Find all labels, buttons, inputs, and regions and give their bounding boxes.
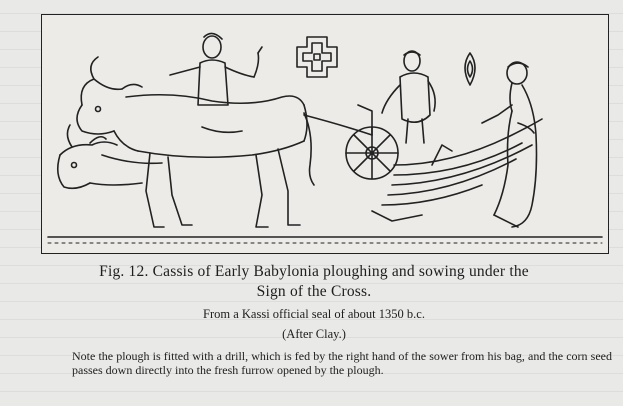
lozenge-symbol bbox=[465, 53, 475, 85]
front-ox bbox=[77, 57, 314, 227]
attribution-line: (After Clay.) bbox=[282, 327, 346, 341]
source-line: From a Kassi official seal of about 1350 b.c. bbox=[203, 307, 425, 321]
ground-line bbox=[48, 237, 602, 243]
figure-caption-continued: Sign of the Cross. bbox=[256, 283, 372, 300]
explanatory-note: Note the plough is fitted with a drill, which is fed by the right hand of the sower from his bag, and the corn seed passes down directly into the fresh furrow opened by the plough. bbox=[72, 349, 612, 377]
seal-drawing bbox=[42, 15, 610, 255]
sower-figure bbox=[382, 51, 435, 143]
seal-illustration bbox=[41, 14, 609, 254]
figure-caption: Fig. 12. Cassis of Early Babylonia ploughing and sowing under the bbox=[99, 263, 529, 280]
back-ox bbox=[58, 125, 162, 188]
standing-figure bbox=[170, 33, 262, 105]
cross-symbol bbox=[297, 37, 337, 77]
